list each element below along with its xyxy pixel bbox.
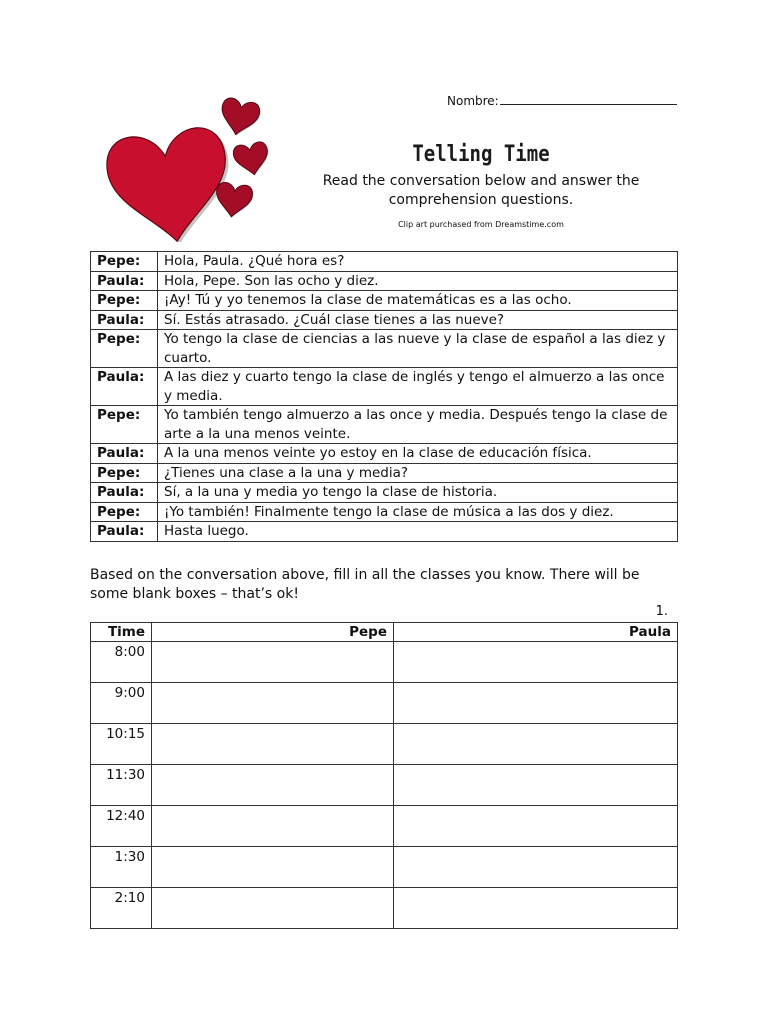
dialogue-line: ¡Yo también! Finalmente tengo la clase de música a las dos y diez.	[158, 502, 678, 522]
speaker-name: Pepe:	[91, 291, 158, 311]
large-heart-icon	[103, 124, 239, 242]
conversation-row	[91, 483, 678, 503]
name-label: Nombre:	[447, 94, 499, 108]
pepe-class-cell[interactable]	[152, 724, 394, 765]
paula-class-cell[interactable]	[394, 847, 678, 888]
schedule-row	[91, 888, 678, 929]
schedule-time: 12:40	[91, 806, 152, 847]
conversation-row	[91, 502, 678, 522]
name-field[interactable]	[447, 92, 677, 108]
dialogue-line: Hola, Paula. ¿Qué hora es?	[158, 252, 678, 272]
dialogue-line: Hola, Pepe. Son las ocho y diez.	[158, 271, 678, 291]
pepe-class-cell[interactable]	[152, 806, 394, 847]
dialogue-line: ¡Ay! Tú y yo tenemos la clase de matemáticas es a las ocho.	[158, 291, 678, 311]
fill-in-prompt: Based on the conversation above, fill in all the classes you know. There will be some blank boxes – that’s ok!	[90, 567, 640, 602]
paula-class-cell[interactable]	[394, 683, 678, 724]
small-heart-icon	[217, 96, 262, 139]
page-title: Telling Time	[412, 141, 550, 167]
dialogue-line: A la una menos veinte yo estoy en la clase de educación física.	[158, 444, 678, 464]
dialogue-line: Sí, a la una y media yo tengo la clase de historia.	[158, 483, 678, 503]
instructions: Read the conversation below and answer the comprehension questions.	[322, 173, 640, 208]
schedule-time: 1:30	[91, 847, 152, 888]
schedule-header-pepe: Pepe	[152, 623, 394, 642]
paula-class-cell[interactable]	[394, 724, 678, 765]
conversation-row	[91, 271, 678, 291]
dialogue-line: Sí. Estás atrasado. ¿Cuál clase tienes a las nueve?	[158, 310, 678, 330]
paula-class-cell[interactable]	[394, 642, 678, 683]
schedule-time: 10:15	[91, 724, 152, 765]
dialogue-line: Yo tengo la clase de ciencias a las nueve y la clase de español a las diez y cuarto.	[158, 330, 678, 368]
speaker-name: Paula:	[91, 483, 158, 503]
pepe-class-cell[interactable]	[152, 765, 394, 806]
question-number: 1.	[655, 604, 668, 619]
conversation-row	[91, 252, 678, 272]
conversation-row	[91, 406, 678, 444]
speaker-name: Paula:	[91, 310, 158, 330]
schedule-time: 11:30	[91, 765, 152, 806]
conversation-table	[90, 251, 678, 542]
paula-class-cell[interactable]	[394, 888, 678, 929]
conversation-row	[91, 463, 678, 483]
pepe-class-cell[interactable]	[152, 642, 394, 683]
clipart-credit: Clip art purchased from Dreamstime.com	[398, 220, 564, 229]
small-heart-icon	[213, 181, 254, 220]
speaker-name: Paula:	[91, 444, 158, 464]
dialogue-line: Hasta luego.	[158, 522, 678, 542]
conversation-row	[91, 522, 678, 542]
pepe-class-cell[interactable]	[152, 847, 394, 888]
schedule-row	[91, 806, 678, 847]
pepe-class-cell[interactable]	[152, 888, 394, 929]
hearts-clipart	[100, 92, 275, 242]
conversation-row	[91, 444, 678, 464]
schedule-time: 9:00	[91, 683, 152, 724]
pepe-class-cell[interactable]	[152, 683, 394, 724]
speaker-name: Pepe:	[91, 252, 158, 272]
paula-class-cell[interactable]	[394, 765, 678, 806]
schedule-row	[91, 683, 678, 724]
paula-class-cell[interactable]	[394, 806, 678, 847]
dialogue-line: A las diez y cuarto tengo la clase de inglés y tengo el almuerzo a las once y media.	[158, 368, 678, 406]
conversation-row	[91, 310, 678, 330]
schedule-row	[91, 765, 678, 806]
schedule-header-time: Time	[91, 623, 152, 642]
schedule-row	[91, 724, 678, 765]
speaker-name: Pepe:	[91, 406, 158, 444]
schedule-time: 2:10	[91, 888, 152, 929]
conversation-row	[91, 368, 678, 406]
speaker-name: Pepe:	[91, 330, 158, 368]
conversation-row	[91, 330, 678, 368]
schedule-table	[90, 622, 678, 929]
speaker-name: Pepe:	[91, 463, 158, 483]
schedule-time: 8:00	[91, 642, 152, 683]
dialogue-line: ¿Tienes una clase a la una y media?	[158, 463, 678, 483]
schedule-header-paula: Paula	[394, 623, 678, 642]
speaker-name: Paula:	[91, 368, 158, 406]
schedule-row	[91, 847, 678, 888]
small-heart-icon	[232, 140, 272, 178]
speaker-name: Pepe:	[91, 502, 158, 522]
name-blank-line[interactable]	[500, 92, 677, 105]
speaker-name: Paula:	[91, 522, 158, 542]
speaker-name: Paula:	[91, 271, 158, 291]
dialogue-line: Yo también tengo almuerzo a las once y media. Después tengo la clase de arte a la una menos veinte.	[158, 406, 678, 444]
conversation-row	[91, 291, 678, 311]
schedule-row	[91, 642, 678, 683]
